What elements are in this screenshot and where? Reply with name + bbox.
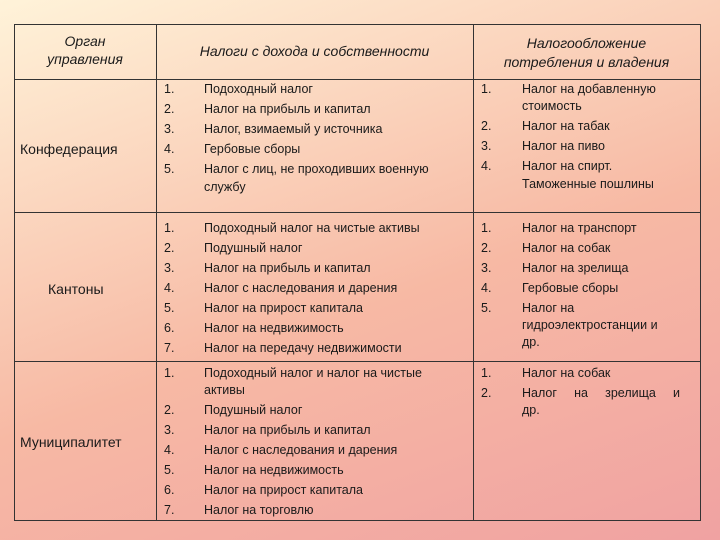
list-number: 3. <box>481 139 492 153</box>
list-item: Налог на торговлю <box>204 503 314 517</box>
list-number: 2. <box>481 119 492 133</box>
table-divider <box>156 24 157 521</box>
list-item: Налог с наследования и дарения <box>204 281 398 295</box>
table-border-bottom <box>14 520 701 521</box>
list-number: 2. <box>164 403 175 417</box>
list-number: 4. <box>164 142 175 156</box>
list-item: Налог на <box>522 301 575 315</box>
list-number: 1. <box>164 366 175 380</box>
list-item: Налог с наследования и дарения <box>204 443 398 457</box>
table-divider <box>14 79 701 80</box>
list-number: 5. <box>164 463 175 477</box>
list-number: 2. <box>164 241 175 255</box>
list-number: 1. <box>481 82 492 96</box>
list-item: Налог на недвижимость <box>204 463 344 477</box>
list-item: Налог с лиц, не проходивших военную <box>204 162 429 176</box>
header-organ-line-2: управления <box>47 51 123 67</box>
list-item: Налог на прибыль и капитал <box>204 423 371 437</box>
list-number: 6. <box>164 483 175 497</box>
list-item: Налог на транспорт <box>522 221 637 235</box>
list-item: др. <box>522 403 540 417</box>
header-consumption-line-2: потребления и владения <box>503 54 670 70</box>
list-item: Подушный налог <box>204 241 303 255</box>
list-item: Налог на табак <box>522 119 610 133</box>
table-divider <box>14 361 701 362</box>
list-item: службу <box>204 180 246 194</box>
list-item: Налог на передачу недвижимости <box>204 341 402 355</box>
organ-municipality: Муниципалитет <box>20 434 122 450</box>
list-item: Подушный налог <box>204 403 303 417</box>
list-number: 1. <box>164 82 175 96</box>
list-item: стоимость <box>522 99 582 113</box>
list-item: гидроэлектростанции и <box>522 318 658 332</box>
table-divider <box>14 212 701 213</box>
list-number: 1. <box>481 366 492 380</box>
list-item: Налог на собак <box>522 241 611 255</box>
list-item: Налог на прирост капитала <box>204 483 364 497</box>
list-number: 1. <box>164 221 175 235</box>
list-item: Гербовые сборы <box>522 281 619 295</box>
organ-cantons: Кантоны <box>48 281 104 297</box>
table-border-right <box>700 24 701 521</box>
list-number: 7. <box>164 341 175 355</box>
list-number: 3. <box>164 261 175 275</box>
list-item: Налог на добавленную <box>522 82 656 96</box>
list-number: 3. <box>164 423 175 437</box>
list-item: Налог на спирт. <box>522 159 613 173</box>
list-number: 5. <box>164 301 175 315</box>
list-number: 2. <box>481 241 492 255</box>
list-item: Налог на прибыль и капитал <box>204 102 371 116</box>
header-consumption-line-1: Налогообложение <box>526 35 647 51</box>
list-number: 1. <box>481 221 492 235</box>
list-item: Подоходный налог и налог на чистые <box>204 366 422 380</box>
list-item: Налог на недвижимость <box>204 321 344 335</box>
list-item: Налог на зрелища <box>522 261 629 275</box>
list-number: 5. <box>481 301 492 315</box>
list-number: 5. <box>164 162 175 176</box>
list-item: Таможенные пошлины <box>522 177 654 191</box>
list-number: 2. <box>164 102 175 116</box>
list-number: 4. <box>164 281 175 295</box>
list-item: др. <box>522 335 540 349</box>
organ-confederation: Конфедерация <box>20 141 118 157</box>
table-border-left <box>14 24 15 521</box>
list-item: Подоходный налог <box>204 82 313 96</box>
list-number: 4. <box>164 443 175 457</box>
list-number: 4. <box>481 159 492 173</box>
list-item: активы <box>204 383 245 397</box>
list-item: Гербовые сборы <box>204 142 301 156</box>
list-item: Налог на зрелища и <box>522 386 680 400</box>
list-number: 2. <box>481 386 492 400</box>
list-item: Налог на собак <box>522 366 611 380</box>
list-item: Налог на прибыль и капитал <box>204 261 371 275</box>
list-item: Налог на прирост капитала <box>204 301 364 315</box>
list-number: 3. <box>481 261 492 275</box>
list-item: Подоходный налог на чистые активы <box>204 221 420 235</box>
list-number: 7. <box>164 503 175 517</box>
list-item: Налог, взимаемый у источника <box>204 122 383 136</box>
list-number: 3. <box>164 122 175 136</box>
table-border-top <box>14 24 701 25</box>
header-organ-line-1: Орган <box>64 33 106 49</box>
list-number: 6. <box>164 321 175 335</box>
header-income: Налоги с дохода и собственности <box>199 43 430 59</box>
list-item: Налог на пиво <box>522 139 605 153</box>
list-number: 4. <box>481 281 492 295</box>
table-divider <box>473 24 474 521</box>
